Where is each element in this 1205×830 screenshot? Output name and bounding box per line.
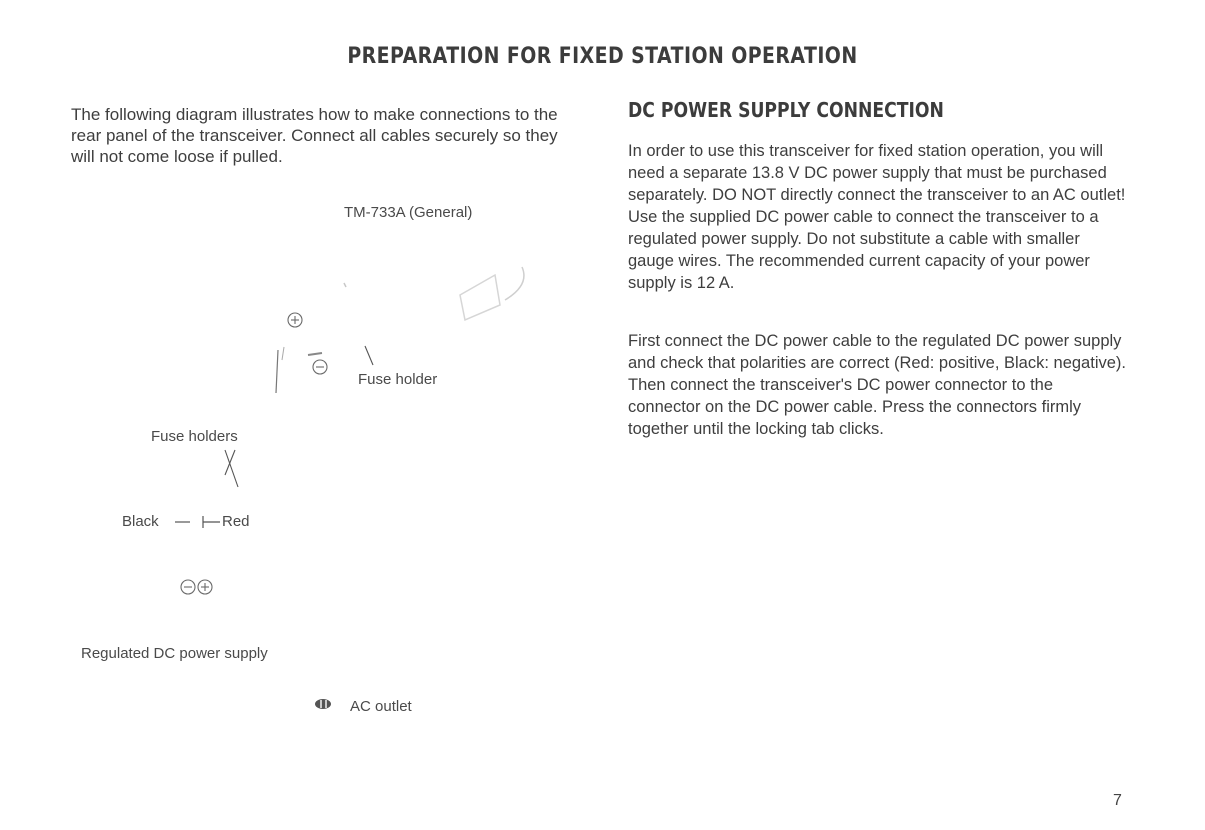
page-title: PREPARATION FOR FIXED STATION OPERATION (347, 44, 858, 69)
fuse-holder-label: Fuse holder (358, 371, 438, 388)
positive-terminal-icon (288, 313, 302, 327)
dc-paragraph-2: First connect the DC power cable to the regulated DC power supply and check that polarities are correct (Red: positive, Black: negative). Then connect the transceiver's DC power connector to the connector on the DC power cable. Press the connectors firmly together until the locking tab clicks. (628, 332, 1126, 438)
intro-paragraph: The following diagram illustrates how to make connections to the rear panel of the transceiver. Connect all cables securely so they will not come loose if pulled. (71, 105, 558, 166)
connection-diagram (60, 195, 600, 735)
power-supply-positive-icon (198, 580, 212, 594)
fuse-holders-label: Fuse holders (151, 428, 238, 445)
page-number: 7 (1113, 792, 1122, 809)
power-supply-label: Regulated DC power supply (81, 645, 268, 662)
power-supply-negative-icon (181, 580, 195, 594)
ac-plug-icon (315, 699, 331, 709)
model-label: TM-733A (General) (344, 204, 473, 221)
dc-section-heading: DC POWER SUPPLY CONNECTION (628, 98, 944, 122)
red-lead-label: Red (222, 513, 250, 530)
negative-terminal-icon (313, 360, 327, 374)
black-lead-label: Black (122, 513, 159, 530)
dc-paragraph-1: In order to use this transceiver for fixed station operation, you will need a separate 13.8 V DC power supply that must be purchased separately. DO NOT directly connect the transceiver to an AC outlet! Use the supplied DC power cable to connect the transceiver to a regulated power supply. Do not substitute a cable with smaller gauge wires. The recommended current capacity of your power supply is 12 A. (628, 142, 1126, 292)
ac-outlet-label: AC outlet (350, 698, 412, 715)
